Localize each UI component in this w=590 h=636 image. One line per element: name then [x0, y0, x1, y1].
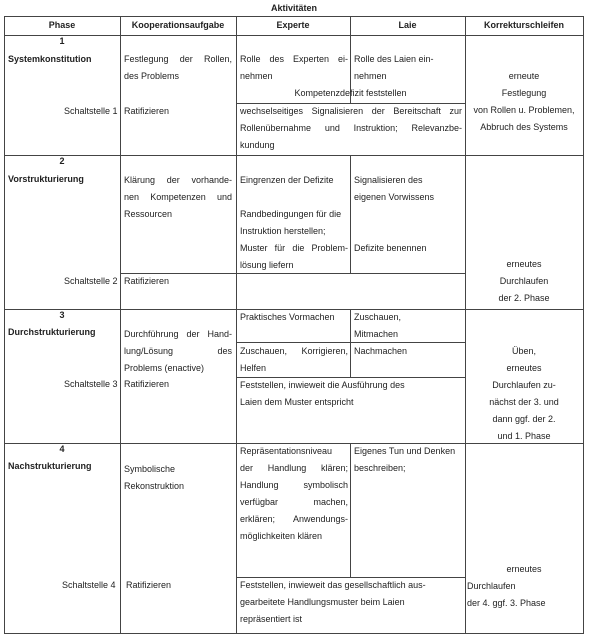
- header-experte: Experte: [276, 20, 310, 30]
- phase2-korrektur: erneutes Durchlaufen der 2. Phase: [498, 259, 550, 303]
- phase2-laie: Signalisieren des eigenen Vorwissens Defizite benennen: [354, 175, 435, 253]
- phase4-ratifizieren: Ratifizieren: [126, 580, 172, 590]
- phase4-korrektur-phase: der 4. ggf. 3. Phase: [467, 598, 546, 608]
- phase1-shared-cell: Kompetenzdefizit feststellen: [294, 88, 407, 98]
- phase3-experte-korrigieren: Zuschauen, Korrigieren, Helfen: [240, 346, 348, 373]
- schaltstelle-3: Schaltstelle 3: [64, 379, 118, 389]
- phase3-ratif-text: Feststellen, inwieweit die Ausführung des Laien dem Muster entspricht: [240, 380, 405, 407]
- phase2-number: 2: [59, 156, 65, 166]
- header-kooperation: Kooperationsaufgabe: [131, 20, 225, 30]
- phase4-laie: Eigenes Tun und Denken beschreiben;: [354, 446, 456, 473]
- phase3-laie-nachmachen: Nachmachen: [354, 346, 408, 356]
- phase1-experte: Rolle des Experten ei- nehmen: [240, 54, 348, 81]
- phase2-experte: Eingrenzen der Defizite Randbedingungen für die Instruktion herstellen; Muster für die Problem- lösung liefern: [240, 175, 348, 270]
- header-phase: Phase: [48, 20, 76, 30]
- phase4-kooperation: Symbolische Rekonstruktion: [124, 464, 185, 491]
- phase3-kooperation: Durchführung der Hand- lung/Lösung des Problems (enactive): [124, 329, 232, 373]
- phase3-laie-mitmachen: Zuschauen, Mitmachen: [354, 312, 402, 339]
- phase3-number: 3: [59, 310, 65, 320]
- phase2-kooperation: Klärung der vorhande- nen Kompetenzen und Ressourcen: [124, 175, 232, 219]
- phase1-laie: Rolle des Laien ein- nehmen: [354, 54, 434, 81]
- phase1-kooperation: Festlegung der Rollen, des Problems: [124, 54, 232, 81]
- schaltstelle-2: Schaltstelle 2: [64, 276, 118, 286]
- phase4-name: Nachstrukturierung: [8, 461, 92, 471]
- phase1-ratifizieren: Ratifizieren: [124, 106, 170, 116]
- phase1-number: 1: [59, 36, 65, 46]
- header-laie: Laie: [398, 20, 417, 30]
- phase1-name: Systemkonstitution: [8, 54, 92, 64]
- phase3-name: Durchstrukturierung: [8, 327, 96, 337]
- phase3-experte-vormachen: Praktisches Vormachen: [240, 312, 335, 322]
- phase4-experte: Repräsentationsniveau der Handlung klären; Handlung symbolisch verfügbar machen, erklären; Anwendungs- möglichkeiten klären: [240, 446, 348, 541]
- phase4-ratif-text: Feststellen, inwieweit das gesellschaftlich aus- gearbeitete Handlungsmuster beim Laien repräsentiert ist: [240, 580, 426, 624]
- schaltstelle-4: Schaltstelle 4: [62, 580, 116, 590]
- phase4-korrektur: erneutes: [506, 564, 542, 574]
- schaltstelle-1: Schaltstelle 1: [64, 106, 118, 116]
- phase4-korrektur-durchlaufen: Durchlaufen: [467, 581, 516, 591]
- header-korrektur: Korrekturschleifen: [483, 20, 565, 30]
- phase3-ratifizieren: Ratifizieren: [124, 379, 170, 389]
- phase2-name: Vorstrukturierung: [8, 174, 84, 184]
- table-title: Aktivitäten: [270, 3, 317, 13]
- phase3-korrektur: Üben, erneutes Durchlaufen zu- nächst der 3. und dann ggf. der 2. und 1. Phase: [489, 346, 559, 441]
- phase2-ratifizieren: Ratifizieren: [124, 276, 170, 286]
- phase1-korrektur: erneute Festlegung von Rollen u. Problemen, Abbruch des Systems: [473, 71, 575, 132]
- phase1-ratif-text: wechselseitiges Signalisieren der Bereitschaft zur Rollenübernahme und Instruktion; Relevanzbe- kundung: [240, 106, 462, 150]
- phase4-number: 4: [59, 444, 65, 454]
